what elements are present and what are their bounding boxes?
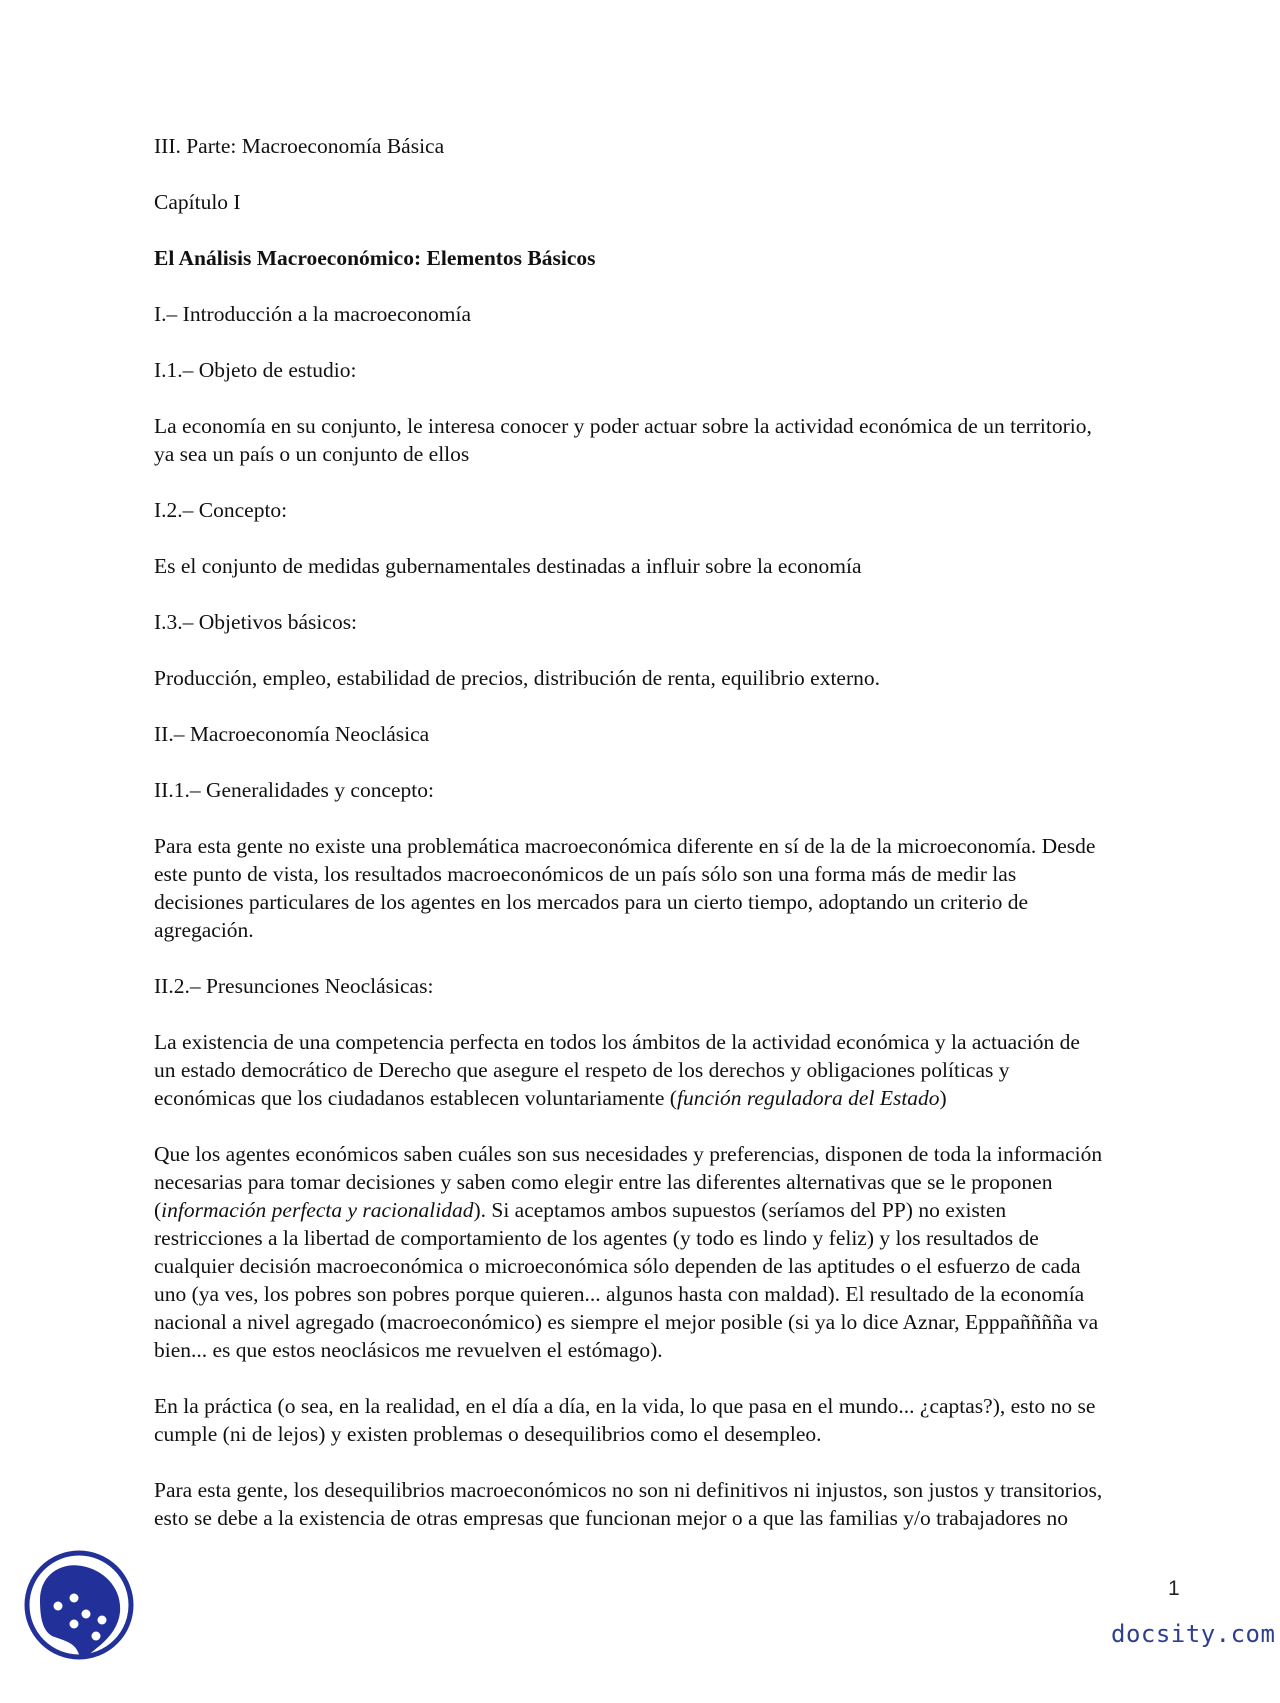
section-heading-1-1: I.1.– Objeto de estudio: — [154, 358, 357, 382]
text-line: nacional a nivel agregado (macroeconómico) es siempre el mejor posible (si ya lo dice Aznar, Epppañññña va — [154, 1310, 1099, 1334]
text-line: uno (ya ves, los pobres son pobres porque quieren... algunos hasta con maldad). El resultado de la economía — [154, 1282, 1085, 1306]
italic-term: función reguladora del Estado — [676, 1086, 940, 1110]
paragraph-agentes — [154, 1140, 1194, 1364]
page-number: 1 — [1168, 1577, 1180, 1600]
paragraph-generalidades — [154, 832, 1194, 944]
part-title: III. Parte: Macroeconomía Básica — [154, 134, 445, 158]
paragraph-competencia — [154, 1028, 1194, 1112]
text-segment: ). Si aceptamos ambos supuestos (seríamos del PP) no existen — [473, 1198, 1007, 1222]
text-line — [154, 1196, 1194, 1224]
text-line: cualquier decisión macroeconómica o microeconómica sólo dependen de las aptitudes o el esfuerzo de cada — [154, 1254, 1081, 1278]
section-heading-2: II.– Macroeconomía Neoclásica — [154, 722, 430, 746]
text-line: cumple (ni de lejos) y existen problemas o desequilibrios como el desempleo. — [154, 1422, 822, 1446]
text-segment: económicas que los ciudadanos establecen voluntariamente ( — [154, 1086, 677, 1110]
text-line — [154, 1084, 1194, 1112]
brand-link[interactable]: docsity.com — [1111, 1620, 1276, 1648]
section-heading-2-2: II.2.– Presunciones Neoclásicas: — [154, 974, 434, 998]
paragraph-desequilibrios — [154, 1476, 1194, 1532]
section-heading-1: I.– Introducción a la macroeconomía — [154, 302, 471, 326]
text-line: La economía en su conjunto, le interesa conocer y poder actuar sobre la actividad económica de un territorio, — [154, 414, 1092, 438]
text-line: La existencia de una competencia perfecta en todos los ámbitos de la actividad económica y la actuación de — [154, 1030, 1080, 1054]
italic-term: información perfecta y racionalidad — [161, 1198, 474, 1222]
chapter-label: Capítulo I — [154, 190, 241, 214]
paragraph-practica — [154, 1392, 1194, 1448]
text-line: Para esta gente no existe una problemática macroeconómica diferente en sí de la de la microeconomía. Desde — [154, 834, 1096, 858]
text-line: necesarias para tomar decisiones y saben como elegir entre las diferentes alternativas que se le proponen — [154, 1170, 1053, 1194]
text-line: agregación. — [154, 918, 254, 942]
text-line: este punto de vista, los resultados macroeconómicos de un país sólo son una forma más de medir las — [154, 862, 1017, 886]
text-line: ya sea un país o un conjunto de ellos — [154, 442, 470, 466]
text-line: bien... es que estos neoclásicos me revuelven el estómago). — [154, 1338, 663, 1362]
chapter-title: El Análisis Macroeconómico: Elementos Básicos — [154, 246, 596, 270]
text-segment: ( — [154, 1198, 162, 1222]
section-heading-1-2: I.2.– Concepto: — [154, 498, 288, 522]
text-line: Para esta gente, los desequilibrios macroeconómicos no son ni definitivos ni injustos, son justos y transitorios, — [154, 1478, 1103, 1502]
text-line: En la práctica (o sea, en la realidad, en el día a día, en la vida, lo que pasa en el mundo... ¿captas?), esto no se — [154, 1394, 1096, 1418]
text-line: esto se debe a la existencia de otras empresas que funcionan mejor o a que las familias y/o trabajadores no — [154, 1506, 1069, 1530]
paragraph-objeto — [154, 412, 1194, 468]
paragraph-concepto: Es el conjunto de medidas gubernamentales destinadas a influir sobre la economía — [154, 554, 862, 578]
text-line: un estado democrático de Derecho que asegure el respeto de los derechos y obligaciones políticas y — [154, 1058, 1010, 1082]
text-line: decisiones particulares de los agentes en los mercados para un cierto tiempo, adoptando un criterio de — [154, 890, 1029, 914]
text-line: restricciones a la libertad de comportamiento de los agentes (y todo es lindo y feliz) y los resultados de — [154, 1226, 1039, 1250]
section-heading-2-1: II.1.– Generalidades y concepto: — [154, 778, 434, 802]
document-body — [154, 132, 1194, 1560]
text-segment: ) — [939, 1086, 947, 1110]
paragraph-objetivos: Producción, empleo, estabilidad de precios, distribución de renta, equilibrio externo. — [154, 666, 881, 690]
text-line: Que los agentes económicos saben cuáles son sus necesidades y preferencias, disponen de toda la información — [154, 1142, 1103, 1166]
docsity-logo-icon[interactable] — [22, 1540, 136, 1670]
section-heading-1-3: I.3.– Objetivos básicos: — [154, 610, 358, 634]
